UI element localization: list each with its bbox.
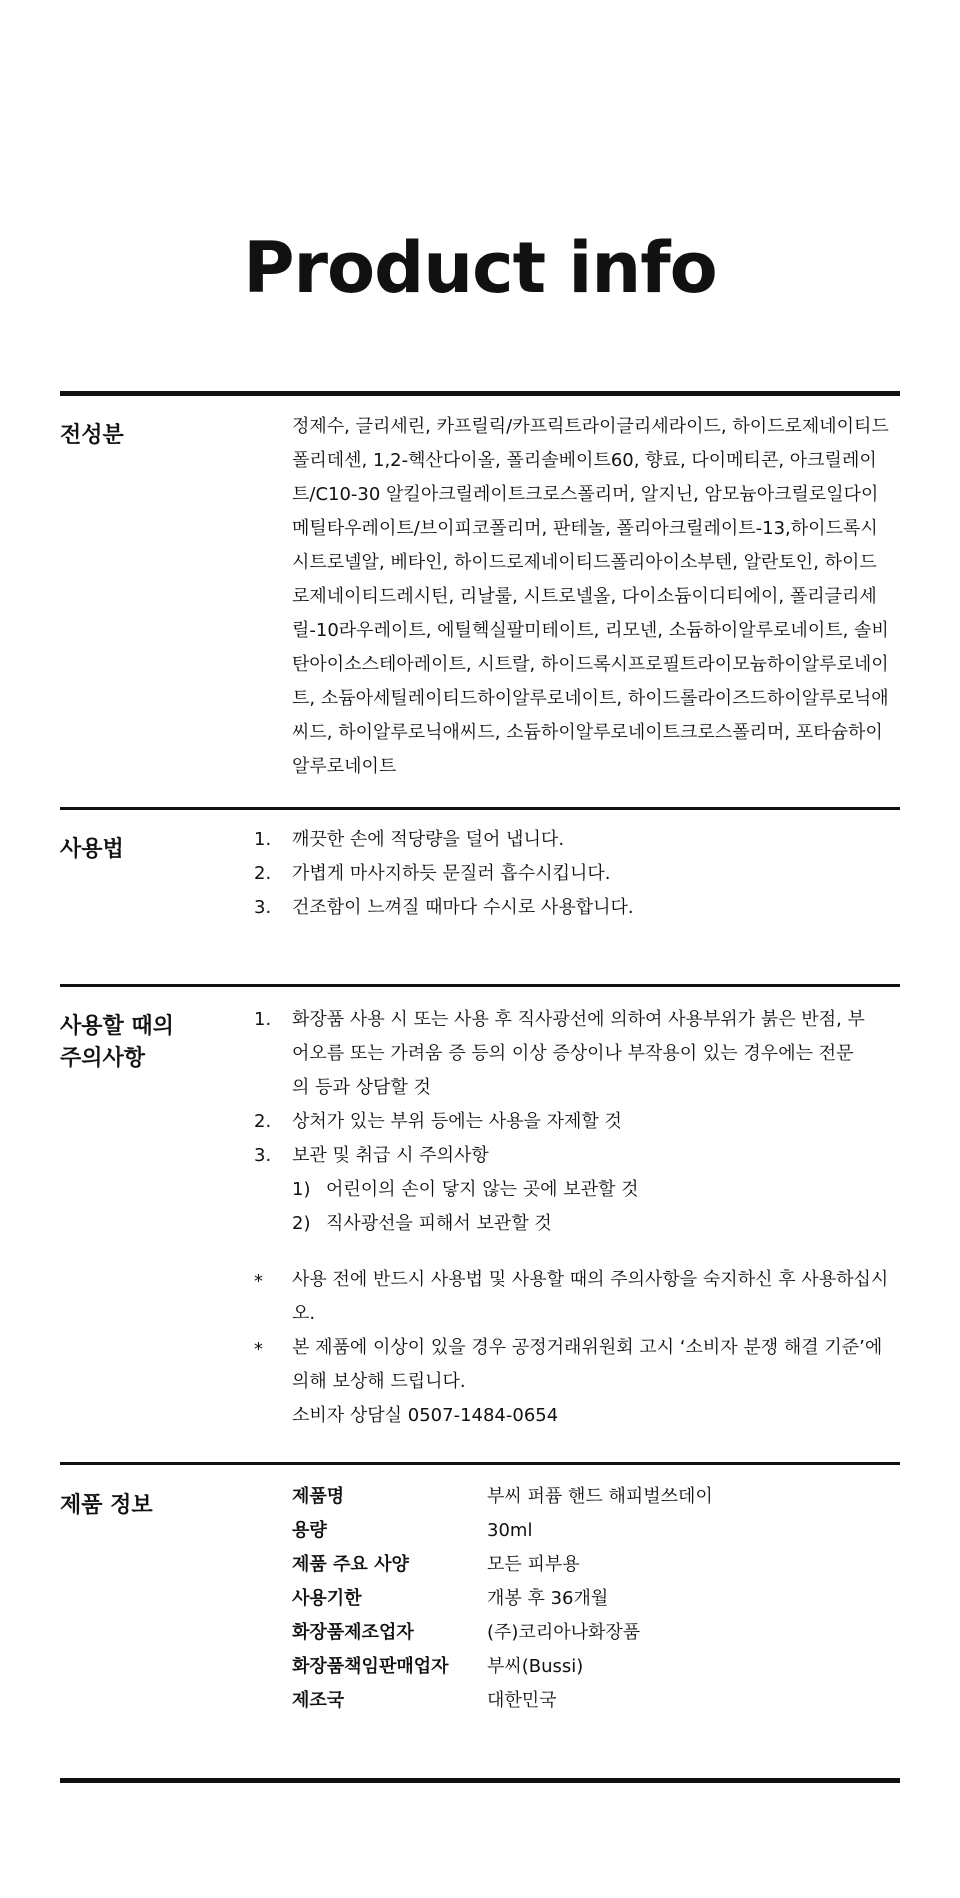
- item-text: 가볍게 마사지하듯 문질러 흡수시킵니다.: [292, 863, 611, 884]
- item-number: 2.: [254, 863, 272, 884]
- product-key: 용량: [292, 1520, 327, 1541]
- section-divider: [60, 391, 900, 396]
- item-text: 화장품 사용 시 또는 사용 후 직사광선에 의하여 사용부위가 붉은 반점, 부어오름 또는 가려움 증 등의 이상 증상이나 부작용이 있는 경우에는 전문의 등과 상담할 것: [292, 1009, 865, 1098]
- product-key: 제품명: [292, 1486, 345, 1507]
- product-value: (주)코리아나화장품: [487, 1622, 641, 1643]
- ingredients-text: 정제수, 글리세린, 카프릴릭/카프릭트라이글리세라이드, 하이드로제네이티드폴리데센, 1,2-헥산다이올, 폴리솔베이트60, 향료, 다이메티콘, 아크릴레이트/C10-30 알킬아크릴레이트크로스폴리머, 알지닌, 암모늄아크릴로일다이메틸타우레이트/브이피코폴리머, 판테놀, 폴리아크릴레이트-13,하이드록시시트로넬알, 베타인, 하이드로제네이티드폴리아이소부텐, 알란토인, 하이드로제네이티드레시틴, 리날룰, 시트로넬올, 다이소듐이디티에이, 폴리글리세릴-10라우레이트, 에틸헥실팔미테이트, 리모넨, 소듐하이알루로네이트, 솔비탄아이소스테아레이트, 시트랄, 하이드록시프로필트라이모늄하이알루로네이트, 소듐아세틸레이티드하이알루로네이트, 하이드롤라이즈드하이알루로닉애씨드, 하이알루로닉애씨드, 소듐하이알루로네이트크로스폴리머, 포타슘하이알루로네이트: [292, 416, 889, 777]
- table-row: [292, 1684, 892, 1718]
- cautions-label-line1: 사용할 때의: [60, 1014, 174, 1039]
- list-item: [254, 823, 900, 857]
- section-divider: [60, 807, 900, 810]
- list-item: [254, 857, 900, 891]
- list-item: [254, 1003, 866, 1105]
- usage-steps: [254, 823, 900, 925]
- page-title: Product info: [243, 227, 717, 309]
- asterisk-mark: *: [254, 1271, 263, 1292]
- item-number: 1.: [254, 1009, 272, 1030]
- consumer-contact: 소비자 상담실 0507-1484-0654: [292, 1405, 559, 1426]
- table-row: [292, 1480, 892, 1514]
- sub-item-text: 직사광선을 피해서 보관할 것: [326, 1213, 552, 1234]
- product-value: 대한민국: [487, 1690, 557, 1711]
- cautions-label-line2: 주의사항: [60, 1046, 146, 1071]
- note-item: [254, 1331, 900, 1399]
- item-number: 3.: [254, 897, 272, 918]
- caution-items: [254, 1003, 866, 1241]
- product-value: 부씨 퍼퓸 핸드 해피벌쓰데이: [487, 1486, 713, 1507]
- list-item: [254, 1139, 866, 1241]
- list-item: [254, 1105, 866, 1139]
- sub-item-number: 1): [292, 1179, 311, 1200]
- sub-item-number: 2): [292, 1213, 311, 1234]
- item-text: 보관 및 취급 시 주의사항: [292, 1145, 489, 1166]
- product-value: 모든 피부용: [487, 1554, 580, 1575]
- item-text: 깨끗한 손에 적당량을 덜어 냅니다.: [292, 829, 565, 850]
- note-item: [254, 1399, 900, 1433]
- usage-label: 사용법: [60, 837, 124, 862]
- cautions-label: [60, 1011, 174, 1075]
- product-label: 제품 정보: [60, 1493, 153, 1518]
- product-key: 사용기한: [292, 1588, 362, 1609]
- list-item: [254, 891, 900, 925]
- asterisk-mark: *: [254, 1339, 263, 1360]
- note-item: [254, 1263, 900, 1331]
- table-row: [292, 1650, 892, 1684]
- item-number: 2.: [254, 1111, 272, 1132]
- caution-notes: [254, 1263, 900, 1433]
- table-row: [292, 1582, 892, 1616]
- sub-item-text: 어린이의 손이 닿지 않는 곳에 보관할 것: [326, 1179, 639, 1200]
- table-row: [292, 1548, 892, 1582]
- product-key: 화장품책임판매업자: [292, 1656, 449, 1677]
- product-value: 개봉 후 36개월: [487, 1588, 609, 1609]
- item-text: 건조함이 느껴질 때마다 수시로 사용합니다.: [292, 897, 634, 918]
- item-text: 상처가 있는 부위 등에는 사용을 자제할 것: [292, 1111, 622, 1132]
- item-number: 1.: [254, 829, 272, 850]
- section-divider: [60, 1462, 900, 1465]
- product-key: 화장품제조업자: [292, 1622, 414, 1643]
- section-divider: [60, 984, 900, 987]
- product-value: 30ml: [487, 1520, 533, 1541]
- product-value: 부씨(Bussi): [487, 1656, 584, 1677]
- table-row: [292, 1616, 892, 1650]
- sub-list-item: [292, 1173, 866, 1207]
- product-info-table: [292, 1480, 892, 1718]
- table-row: [292, 1514, 892, 1548]
- bottom-divider: [60, 1778, 900, 1783]
- note-text: 본 제품에 이상이 있을 경우 공정거래위원회 고시 ‘소비자 분쟁 해결 기준’에 의해 보상해 드립니다.: [292, 1337, 883, 1392]
- product-key: 제조국: [292, 1690, 345, 1711]
- ingredients-label: 전성분: [60, 423, 124, 448]
- note-text: 사용 전에 반드시 사용법 및 사용할 때의 주의사항을 숙지하신 후 사용하십시오.: [292, 1269, 889, 1324]
- product-key: 제품 주요 사양: [292, 1554, 409, 1575]
- sub-list-item: [292, 1207, 866, 1241]
- item-number: 3.: [254, 1145, 272, 1166]
